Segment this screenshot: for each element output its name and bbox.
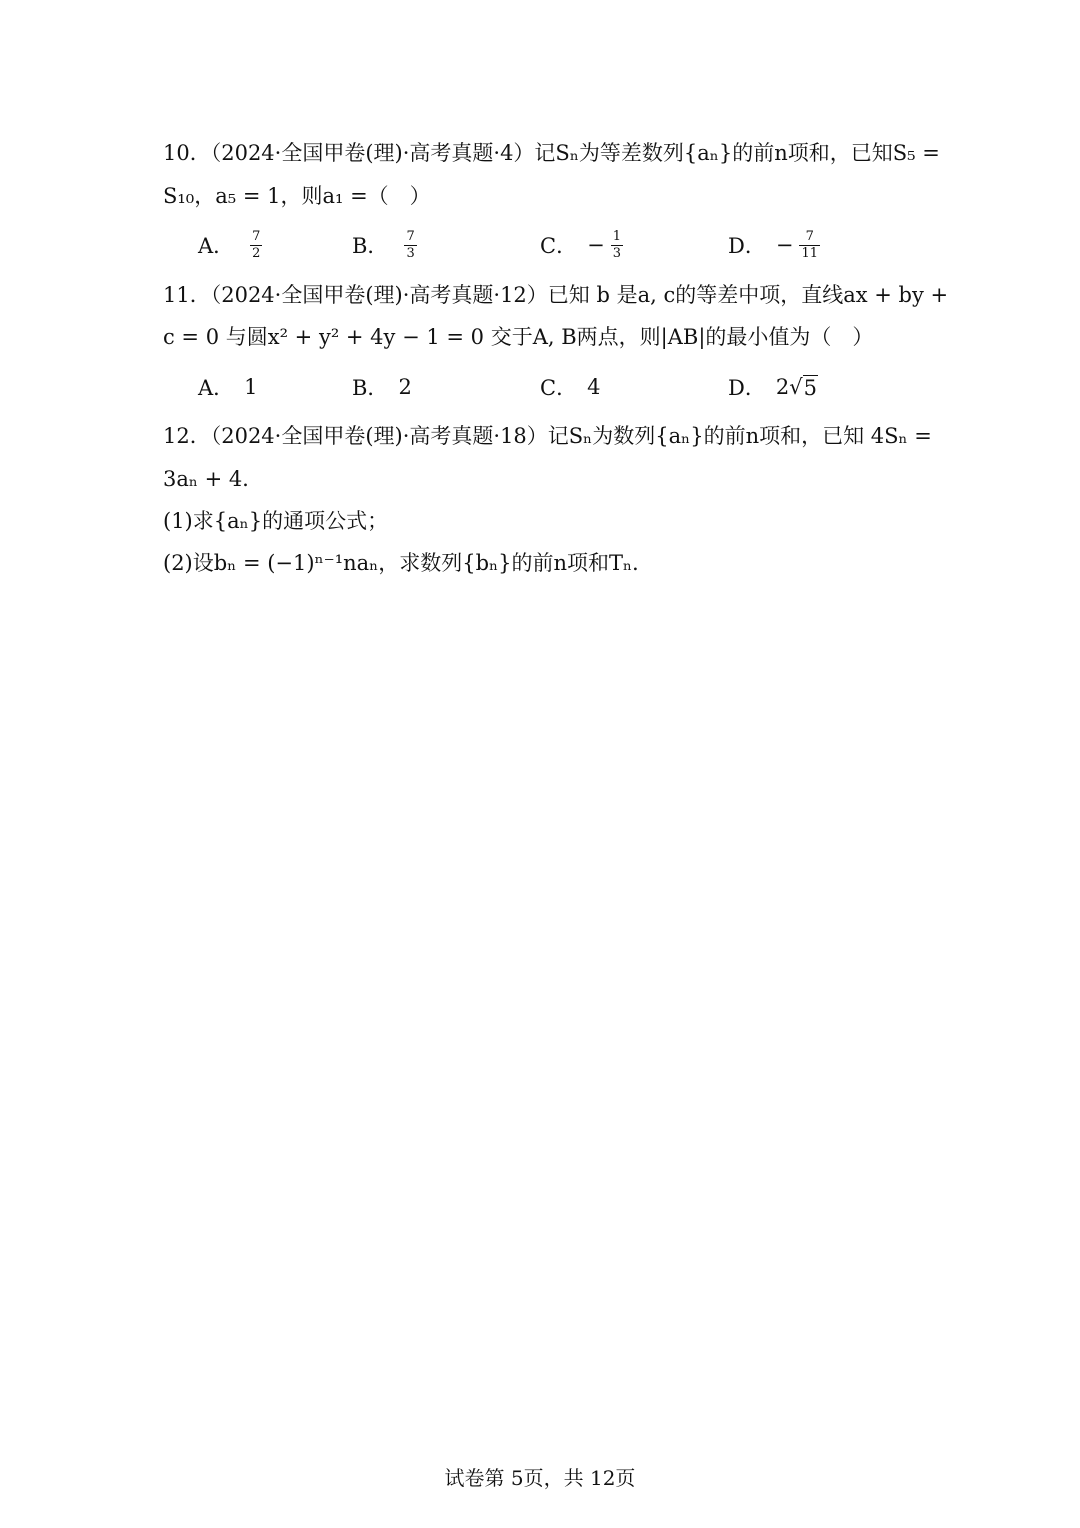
q10-option-c xyxy=(540,225,623,265)
q12-stem-line2: 3aₙ + 4． xyxy=(163,467,264,491)
option-letter: D． xyxy=(728,234,766,258)
option-fraction xyxy=(250,230,262,261)
q10-option-a xyxy=(198,225,262,265)
q10-option-d xyxy=(728,225,820,265)
option-value: 1 xyxy=(244,375,258,399)
option-letter: C． xyxy=(540,376,578,400)
option-letter: B． xyxy=(352,234,389,258)
q11-option-b xyxy=(352,367,412,407)
q11-stem-line2: c = 0 与圆x² + y² + 4y − 1 = 0 交于A, B两点，则|AB|的最小值为（ ） xyxy=(163,325,874,349)
option-letter: A． xyxy=(198,234,235,258)
q10-option-b xyxy=(352,225,417,265)
fraction-denominator: 2 xyxy=(252,245,261,261)
option-sign: − xyxy=(775,233,794,257)
q10-stem-line2: S₁₀，a₅ = 1，则a₁ =（ ） xyxy=(163,184,431,208)
option-fraction xyxy=(611,230,623,261)
q11-option-a xyxy=(198,367,258,407)
option-value: 4 xyxy=(587,375,601,399)
q10-stem-line1: 10．（2024·全国甲卷(理)·高考真题·4）记Sₙ为等差数列{aₙ}的前n项和，已知S₅ = xyxy=(163,141,940,165)
option-letter: C． xyxy=(540,234,578,258)
fraction-numerator: 1 xyxy=(612,228,621,244)
option-fraction xyxy=(799,230,820,261)
option-letter: A． xyxy=(198,376,235,400)
q12-stem-line1: 12．（2024·全国甲卷(理)·高考真题·18）记Sₙ为数列{aₙ}的前n项和，已知 4Sₙ = xyxy=(163,424,932,448)
q12-part-2: (2)设bₙ = (−1)ⁿ⁻¹naₙ，求数列{bₙ}的前n项和Tₙ． xyxy=(163,551,654,575)
sqrt-sign: √ xyxy=(789,375,803,399)
option-letter: B． xyxy=(352,376,389,400)
sqrt-radicand: 5 xyxy=(803,375,817,400)
q11-options xyxy=(198,367,938,407)
option-sign: − xyxy=(587,233,605,257)
fraction-denominator: 3 xyxy=(612,245,621,261)
q11-option-d xyxy=(728,367,818,407)
q11-option-c xyxy=(540,367,600,407)
fraction-denominator: 3 xyxy=(406,245,415,261)
page-footer: 试卷第 5页，共 12页 xyxy=(444,1466,636,1490)
fraction-numerator: 7 xyxy=(252,228,261,244)
option-coefficient: 2 xyxy=(775,375,790,399)
option-value: 2 xyxy=(398,375,412,399)
q11-stem-line1: 11．（2024·全国甲卷(理)·高考真题·12）已知 b 是a, c的等差中项，直线ax + by + xyxy=(163,283,949,307)
fraction-numerator: 7 xyxy=(805,228,814,244)
option-fraction xyxy=(404,230,416,261)
q10-options xyxy=(198,225,938,265)
option-letter: D． xyxy=(728,376,766,400)
q12-part-1: (1)求{aₙ}的通项公式； xyxy=(163,509,389,533)
fraction-numerator: 7 xyxy=(406,228,415,244)
fraction-denominator: 11 xyxy=(801,245,818,261)
